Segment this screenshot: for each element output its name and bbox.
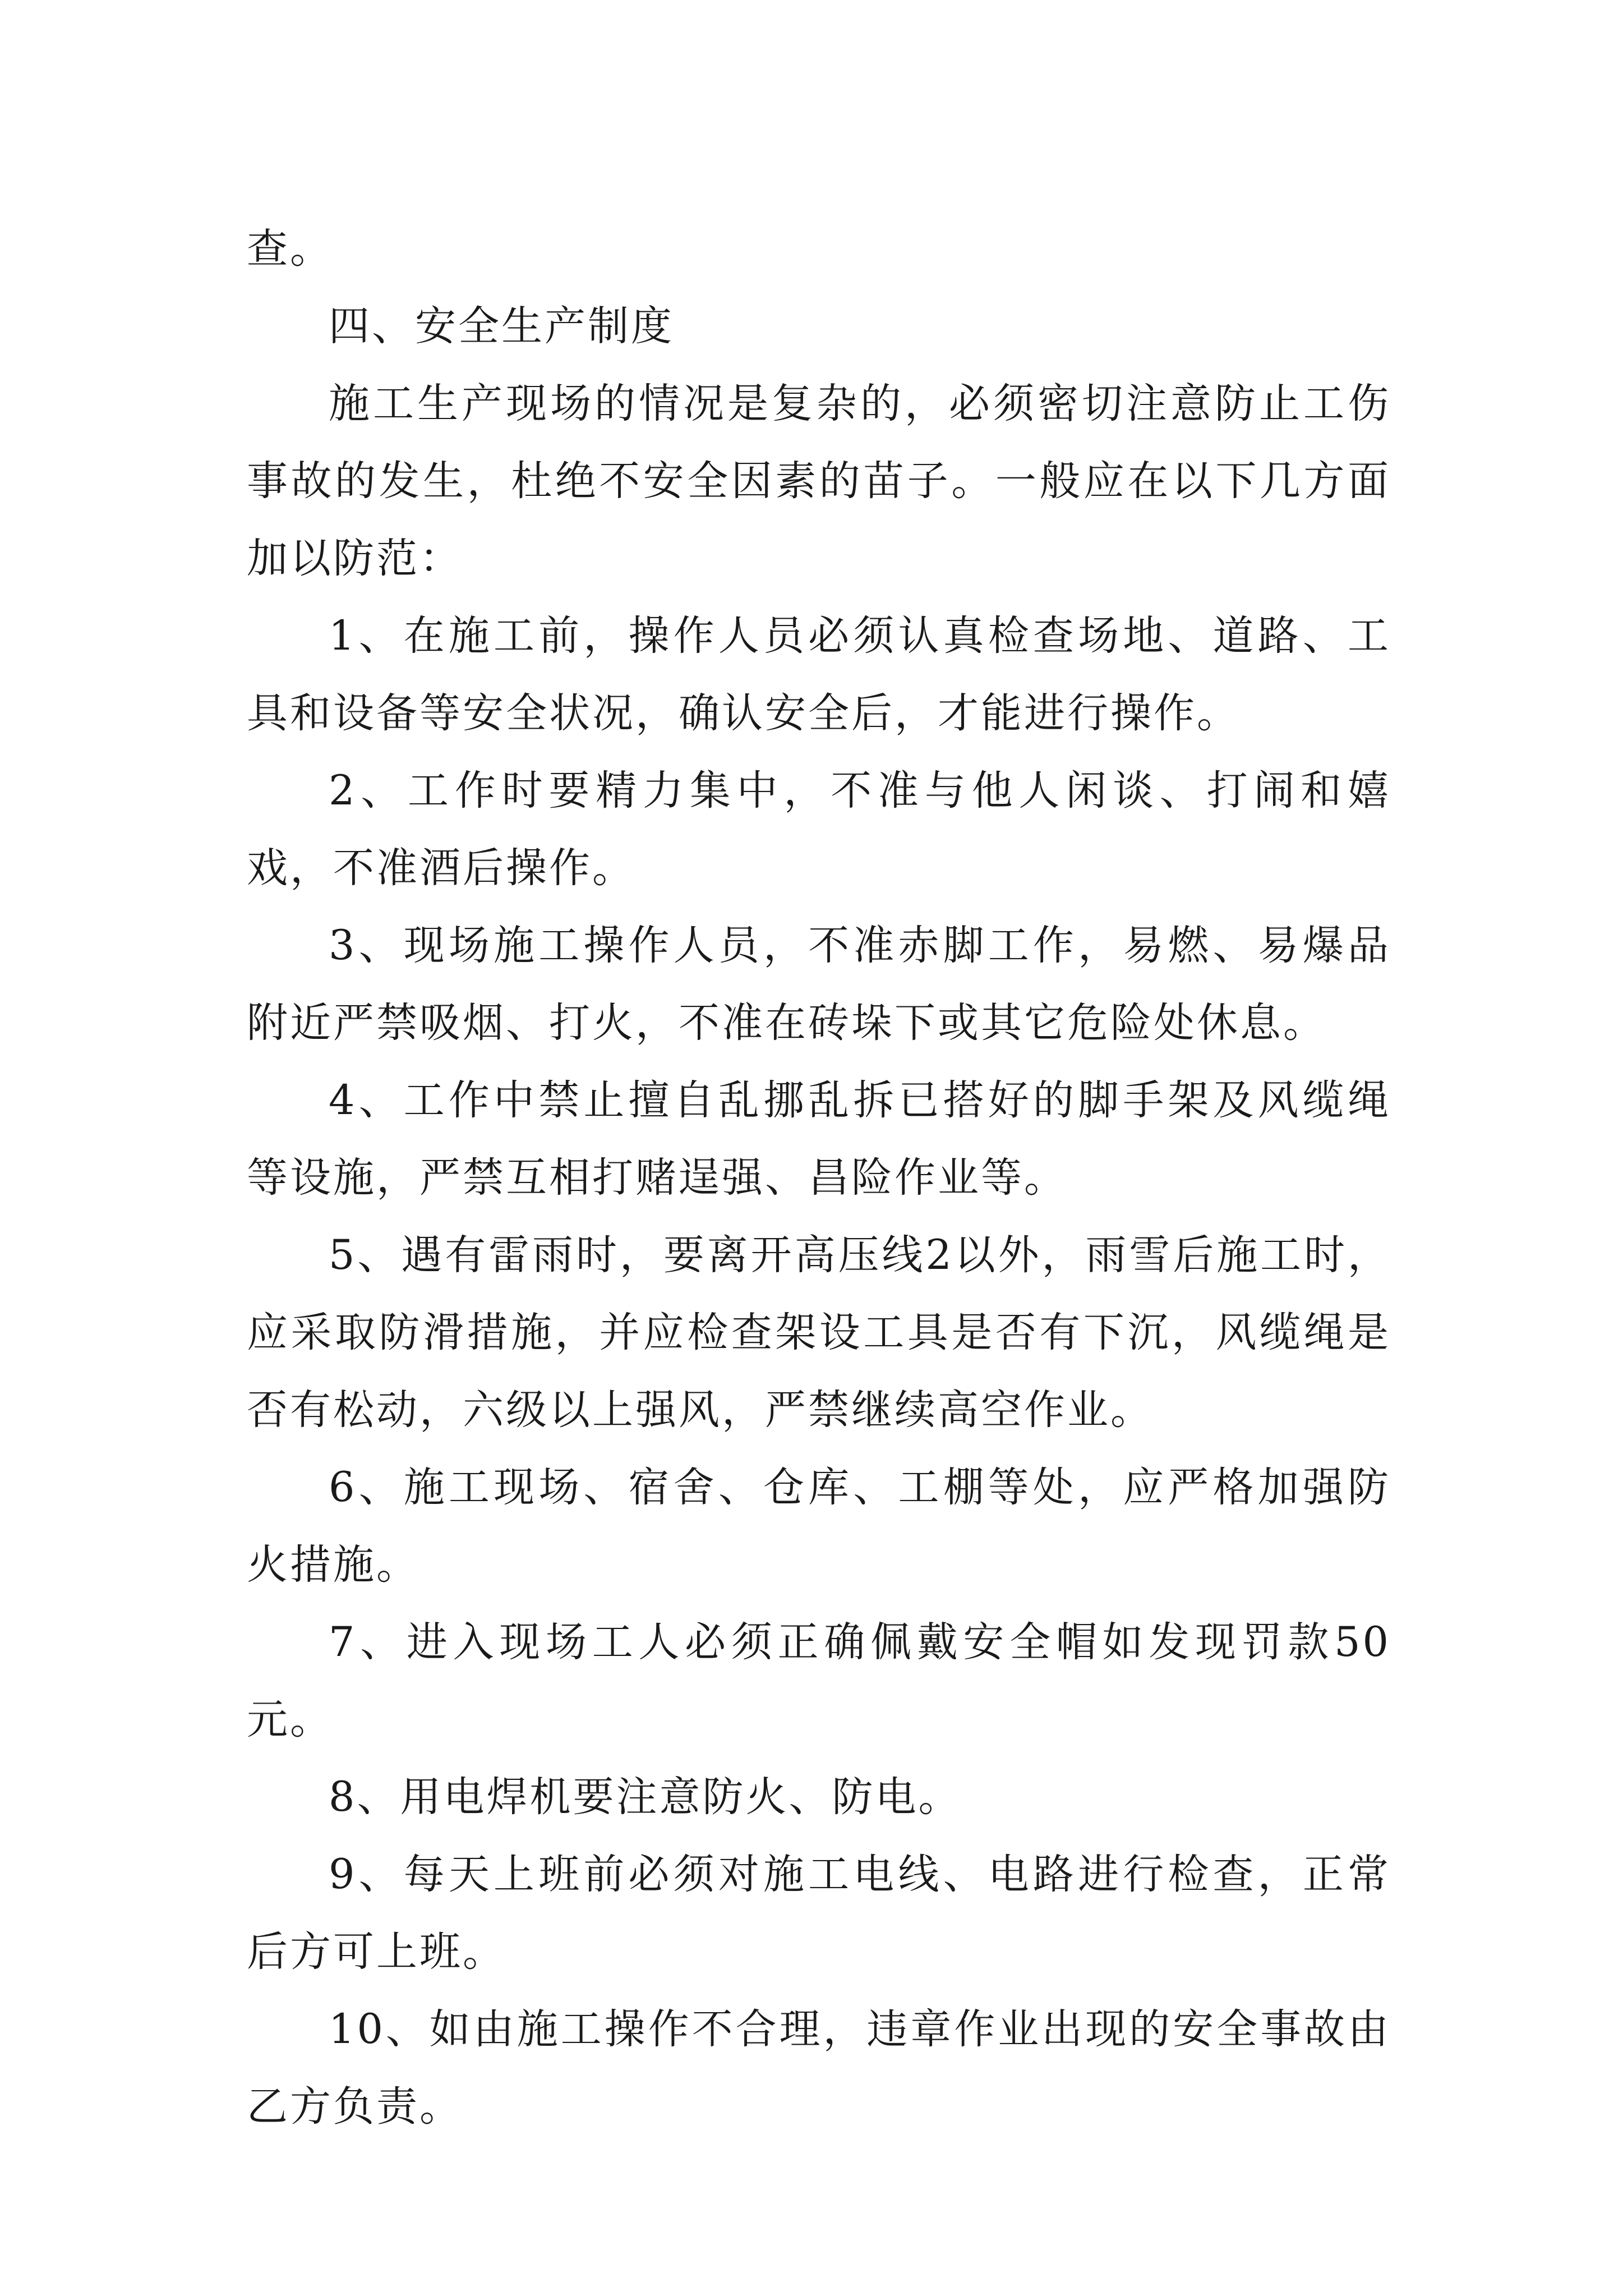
section-heading: 四、安全生产制度 xyxy=(329,302,674,350)
list-item-9: 9、每天上班前必须对施工电线、电路进行检查，正常后方可上班。 xyxy=(247,1851,1391,1976)
list-item-4: 4、工作中禁止擅自乱挪乱拆已搭好的脚手架及风缆绳等设施，严禁互相打赌逞强、昌险作业等。 xyxy=(247,1076,1391,1202)
list-item-6: 6、施工现场、宿舍、仓库、工棚等处，应严格加强防火措施。 xyxy=(247,1464,1391,1589)
document-body xyxy=(247,210,1391,2146)
list-item-7: 7、进入现场工人必须正确佩戴安全帽如发现罚款50元。 xyxy=(247,1618,1391,1743)
list-item-2: 2、工作时要精力集中，不准与他人闲谈、打闹和嬉戏，不准酒后操作。 xyxy=(247,767,1391,892)
list-item-8: 8、用电焊机要注意防火、防电。 xyxy=(329,1773,962,1821)
paragraph-intro: 施工生产现场的情况是复杂的，必须密切注意防止工伤事故的发生，杜绝不安全因素的苗子。一般应在以下几方面加以防范： xyxy=(247,380,1391,582)
list-item-5: 5、遇有雷雨时，要离开高压线2以外，雨雪后施工时，应采取防滑措施，并应检查架设工具是否有下沉，风缆绳是否有松动，六级以上强风，严禁继续高空作业。 xyxy=(247,1231,1391,1434)
list-item-1: 1、在施工前，操作人员必须认真检查场地、道路、工具和设备等安全状况，确认安全后，才能进行操作。 xyxy=(247,612,1391,737)
list-item-10: 10、如由施工操作不合理，违章作业出现的安全事故由乙方负责。 xyxy=(247,2005,1391,2131)
list-item-3: 3、现场施工操作人员，不准赤脚工作，易燃、易爆品附近严禁吸烟、打火，不准在砖垛下或其它危险处休息。 xyxy=(247,922,1391,1047)
paragraph-continuation: 查。 xyxy=(247,225,333,273)
